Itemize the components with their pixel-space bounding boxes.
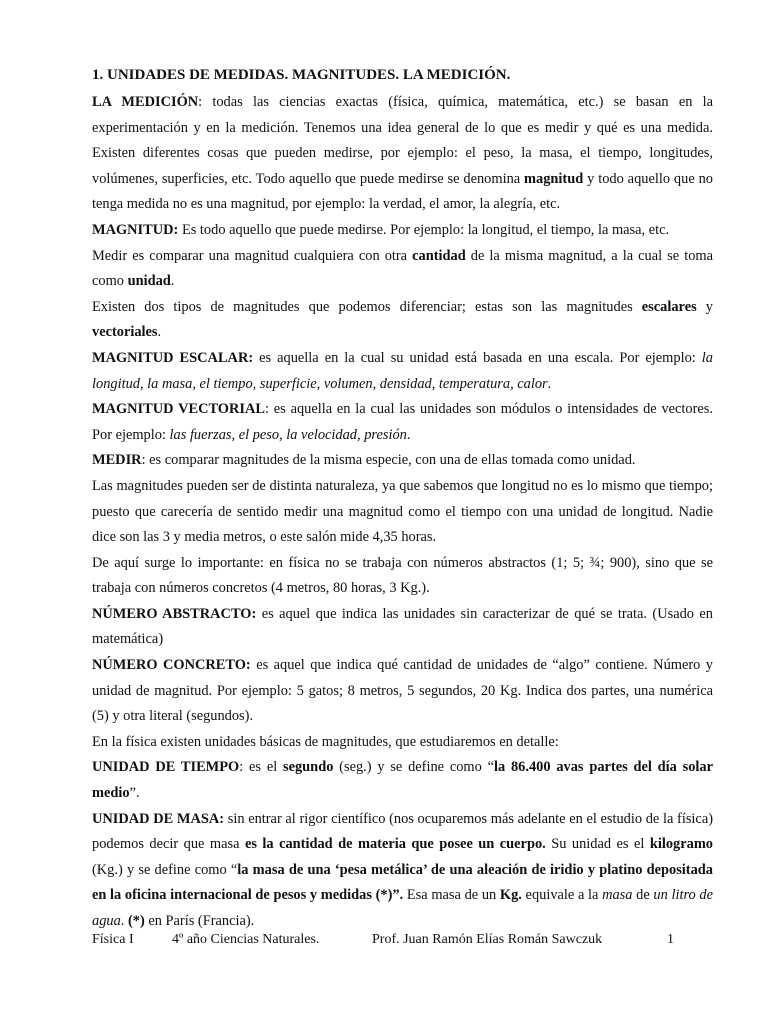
paragraph (92, 755, 713, 806)
paragraph (92, 602, 713, 653)
page-footer (92, 930, 713, 950)
text-run: LA MEDICIÓN (92, 94, 199, 110)
text-run: UNIDAD DE MASA: (92, 810, 225, 827)
text-run: sin entrar al rigor científico (nos ocuparemos más adelante en el estudio de la física) podemos decir que masa (92, 810, 713, 853)
text-run: MAGNITUD: (92, 221, 179, 238)
footer-course: Física I (92, 932, 134, 947)
text-run: En la física existen unidades básicas de magnitudes, que estudiaremos en detalle: (92, 733, 559, 750)
paragraph (92, 244, 713, 295)
text-run: y todo aquello que no tenga medida no es una magnitud, por ejemplo: la verdad, el amor, la alegría, etc. (92, 170, 713, 213)
text-run: la longitud, la masa, el tiempo, superficie, volumen, densidad, temperatura, calor (92, 349, 713, 392)
text-run: MAGNITUD ESCALAR: (92, 349, 254, 366)
text-run: cantidad (412, 247, 466, 264)
text-run: Su unidad es el (545, 836, 650, 853)
text-run: masa (602, 887, 633, 904)
text-run: UNIDAD DE TIEMPO (92, 759, 240, 776)
paragraph (92, 218, 713, 244)
text-run: ”. (129, 785, 140, 802)
text-run: MEDIR (92, 452, 142, 469)
paragraph (92, 295, 713, 346)
footer-page-number: 1 (667, 932, 674, 947)
text-run: . (120, 913, 128, 929)
text-run: kilogramo (649, 836, 713, 853)
paragraph (92, 448, 713, 474)
text-run: es aquella en la cual su unidad está basada en una escala. Por ejemplo: (253, 349, 702, 366)
text-run: : es el (239, 759, 283, 776)
text-run: es aquel que indica las unidades sin caracterizar de qué se trata. (Usado en matemática) (92, 605, 713, 648)
text-run: Existen dos tipos de magnitudes que podemos diferenciar; estas son las magnitudes (92, 298, 642, 315)
footer-author: Prof. Juan Ramón Elías Román Sawczuk (372, 932, 603, 947)
text-run: Kg. (499, 887, 522, 904)
text-run: . (406, 426, 411, 443)
text-run: segundo (283, 759, 334, 776)
text-run: magnitud (524, 170, 584, 187)
text-run: vectoriales (92, 324, 158, 341)
text-run: MAGNITUD VECTORIAL (92, 401, 265, 418)
section-heading: 1. UNIDADES DE MEDIDAS. MAGNITUDES. LA MEDICIÓN. (92, 67, 511, 83)
paragraph (92, 397, 713, 448)
text-run: : es comparar magnitudes de la misma especie, con una de ellas tomada como unidad. (141, 452, 636, 469)
text-run: es la cantidad de materia que posee un cuerpo. (244, 836, 546, 853)
text-run: la 86.400 avas partes del día solar medio (92, 759, 714, 802)
text-run: las fuerzas, el peso, la velocidad, presión (169, 426, 407, 443)
paragraph (92, 807, 713, 935)
paragraph (92, 730, 713, 756)
paragraph (92, 653, 713, 730)
text-run: : todas las ciencias exactas (física, química, matemática, etc.) se basan en la experimentación y en la medición. Tenemos una idea general de lo que es medir y qué es una medida. Existen diferentes cosas que pueden medirse, por ejemplo: el peso, la masa, el tiempo, longitudes, volúmenes, superficies, etc. Todo aquello que puede medirse se denomina (92, 94, 713, 187)
document-body (92, 90, 713, 935)
text-run: NÚMERO ABSTRACTO: (92, 605, 257, 622)
text-run: Las magnitudes pueden ser de distinta naturaleza, ya que sabemos que longitud no es lo mismo que tiempo; puesto que carecería de sentido medir una magnitud como el tiempo con una unidad de longitud. Nadie dice son las 3 y media metros, o este salón mide 4,35 horas. (92, 477, 713, 546)
text-run: Esa masa de un (403, 887, 500, 904)
text-run: (Kg.) y se define como “ (92, 861, 238, 878)
text-run: De aquí surge lo importante: en física no se trabaja con números abstractos (1; 5; ¾; 900), sino que se trabaja con números concretos (4 metros, 80 horas, 3 Kg.). (92, 554, 713, 597)
text-run: Es todo aquello que puede medirse. Por ejemplo: la longitud, el tiempo, la masa, etc. (178, 221, 670, 238)
text-run: escalares (641, 298, 697, 315)
text-run: : es aquella en la cual las unidades son módulos o intensidades de vectores. Por ejemplo: (92, 401, 713, 443)
text-run: NÚMERO CONCRETO: (92, 657, 251, 674)
text-run: equivale a la (521, 887, 603, 904)
text-run: . (157, 324, 162, 341)
text-run: de la misma magnitud, a la cual se toma como (92, 247, 713, 290)
text-run: . (547, 375, 552, 392)
text-run: (seg.) y se define como “ (333, 759, 494, 776)
paragraph (92, 346, 713, 397)
text-run: Medir es comparar una magnitud cualquiera con otra (92, 247, 413, 264)
text-run: y (696, 298, 713, 315)
document-page (92, 64, 713, 935)
text-run: en París (Francia). (144, 913, 255, 929)
text-run: un litro de agua (92, 887, 713, 929)
text-run: unidad (127, 273, 171, 290)
text-run: . (170, 273, 175, 290)
footer-grade: 4º año Ciencias Naturales. (172, 932, 320, 947)
text-run: (*) (127, 913, 145, 929)
text-run: es aquel que indica qué cantidad de unidades de “algo” contiene. Número y unidad de magnitud. Por ejemplo: 5 gatos; 8 metros, 5 segundos, 20 Kg. Indica dos partes, una numérica (5) y otra literal (segundos). (92, 657, 713, 725)
paragraph (92, 474, 713, 551)
text-run: la masa de una ‘pesa metálica’ de una aleación de iridio y platino depositada en la oficina internacional de pesos y medidas (*)”. (92, 861, 713, 904)
text-run: de (632, 887, 654, 904)
paragraph (92, 551, 713, 602)
paragraph (92, 90, 713, 218)
